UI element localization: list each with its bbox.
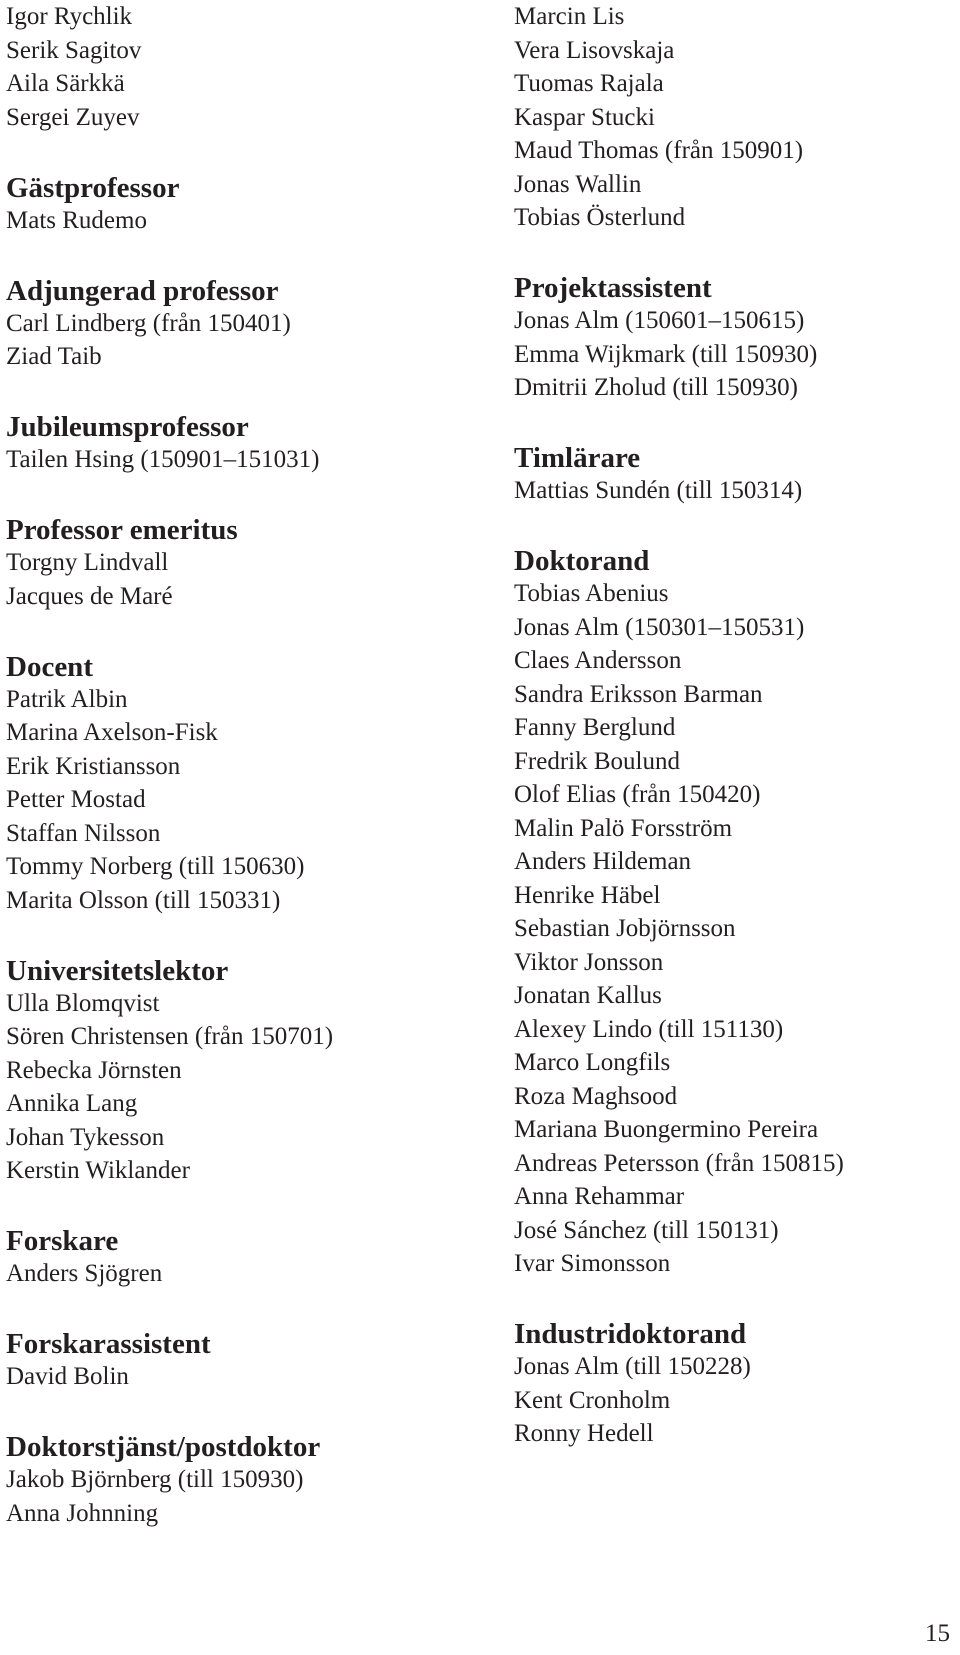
person-name: Mattias Sundén (till 150314) [514, 477, 803, 504]
person-name: Roza Maghsood [514, 1082, 678, 1110]
section-professor-emeritus [6, 513, 486, 613]
person-name: Ivar Simonsson [514, 1250, 671, 1277]
person-name: Jonas Wallin [514, 170, 642, 198]
section-heading: Universitetslektor [6, 954, 229, 987]
person-name: José Sánchez (till 150131) [514, 1216, 779, 1244]
person-name: David Bolin [6, 1363, 129, 1390]
person-name: Marcin Lis [514, 3, 625, 30]
person-name: Jonatan Kallus [514, 982, 662, 1009]
person-name: Torgny Lindvall [6, 549, 169, 576]
person-name: Serik Sagitov [6, 36, 142, 64]
person-name: Ziad Taib [6, 343, 102, 370]
person-name: Marina Axelson-Fisk [6, 719, 218, 746]
person-name: Vera Lisovskaja [514, 36, 675, 64]
section-heading: Gästprofessor [6, 171, 180, 204]
name-list [514, 577, 954, 1281]
person-name: Anders Sjögren [6, 1260, 163, 1287]
name-list [6, 307, 486, 374]
person-name: Kerstin Wiklander [6, 1157, 190, 1184]
person-name: Sergei Zuyev [6, 103, 140, 131]
person-name: Claes Andersson [514, 647, 682, 674]
person-name: Emma Wijkmark (till 150930) [514, 340, 818, 368]
person-name: Aila Särkkä [6, 70, 125, 97]
name-list [6, 546, 486, 613]
person-name: Ulla Blomqvist [6, 989, 160, 1017]
section-heading: Projektassistent [514, 272, 712, 304]
name-list [514, 474, 954, 508]
section-heading: Industridoktorand [514, 1318, 747, 1350]
section-heading: Forskare [6, 1225, 119, 1257]
person-name: Anna Rehammar [514, 1183, 685, 1210]
section-industridoktorand [514, 1317, 954, 1451]
person-name: Jonas Alm (150601–150615) [514, 307, 805, 334]
person-name: Kaspar Stucki [514, 103, 655, 131]
person-name: Sebastian Jobjörnsson [514, 915, 736, 942]
section-gastprofessor [6, 171, 486, 238]
person-name: Ronny Hedell [514, 1420, 654, 1447]
page-number: 15 [925, 1620, 950, 1647]
person-name: Tuomas Rajala [514, 70, 664, 97]
person-name: Staffan Nilsson [6, 819, 161, 847]
section-continued [6, 0, 486, 134]
person-name: Olof Elias (från 150420) [514, 781, 761, 808]
person-name: Jonas Alm (150301–150531) [514, 613, 805, 641]
name-list [6, 683, 486, 918]
section-heading: Timlärare [514, 442, 641, 474]
person-name: Kent Cronholm [514, 1386, 671, 1414]
person-name: Alexey Lindo (till 151130) [514, 1015, 784, 1043]
name-list [6, 443, 486, 477]
section-adjungerad-professor [6, 274, 486, 374]
name-list [6, 1257, 486, 1291]
name-list [6, 0, 486, 134]
name-list [514, 1350, 954, 1451]
section-docent [6, 650, 486, 918]
section-heading: Forskarassistent [6, 1328, 211, 1360]
name-list [6, 1463, 486, 1530]
section-jubileumsprofessor [6, 410, 486, 477]
person-name: Annika Lang [6, 1090, 138, 1117]
person-name: Maud Thomas (från 150901) [514, 137, 804, 164]
section-heading: Docent [6, 650, 93, 683]
left-column [6, 0, 486, 1530]
person-name: Viktor Jonsson [514, 948, 664, 976]
section-projektassistent [514, 271, 954, 405]
person-name: Mats Rudemo [6, 206, 147, 234]
section-heading: Doktorand [514, 545, 650, 577]
person-name: Patrik Albin [6, 685, 128, 713]
person-name: Sören Christensen (från 150701) [6, 1023, 334, 1050]
person-name: Malin Palö Forsström [514, 814, 733, 842]
person-name: Erik Kristiansson [6, 752, 181, 780]
person-name: Tailen Hsing (150901–151031) [6, 446, 320, 473]
section-heading: Doktorstjänst/postdoktor [6, 1431, 321, 1463]
person-name: Marita Olsson (till 150331) [6, 886, 281, 914]
section-timlarare [514, 441, 954, 508]
person-name: Rebecka Jörnsten [6, 1056, 182, 1084]
name-list [6, 987, 486, 1188]
person-name: Tobias Abenius [514, 580, 669, 607]
person-name: Henrike Häbel [514, 881, 661, 909]
person-name: Marco Longfils [514, 1049, 671, 1076]
person-name: Petter Mostad [6, 786, 146, 813]
person-name: Tobias Österlund [514, 204, 686, 231]
name-list [514, 304, 954, 405]
section-universitetslektor [6, 954, 486, 1188]
section-heading: Adjungerad professor [6, 274, 279, 307]
section-doktorand [514, 544, 954, 1281]
section-heading: Jubileumsprofessor [6, 411, 249, 443]
person-name: Dmitrii Zholud (till 150930) [514, 374, 799, 401]
name-list [6, 1360, 486, 1394]
person-name: Fanny Berglund [514, 714, 676, 741]
person-name: Johan Tykesson [6, 1123, 165, 1151]
person-name: Jonas Alm (till 150228) [514, 1353, 751, 1380]
person-name: Fredrik Boulund [514, 747, 680, 775]
name-list [6, 204, 486, 238]
section-forskare [6, 1224, 486, 1291]
section-heading: Professor emeritus [6, 514, 238, 546]
person-name: Anders Hildeman [514, 848, 692, 875]
person-name: Igor Rychlik [6, 3, 133, 30]
person-name: Jacques de Maré [6, 582, 173, 610]
person-name: Jakob Björnberg (till 150930) [6, 1466, 304, 1493]
person-name: Mariana Buongermino Pereira [514, 1116, 819, 1143]
person-name: Anna Johnning [6, 1499, 159, 1527]
person-name: Carl Lindberg (från 150401) [6, 309, 291, 337]
person-name: Andreas Petersson (från 150815) [514, 1149, 844, 1177]
section-forskarassistent [6, 1327, 486, 1394]
right-column [514, 0, 954, 1451]
section-continued [514, 0, 954, 235]
person-name: Tommy Norberg (till 150630) [6, 853, 305, 880]
section-doktorstjanst-postdoktor [6, 1430, 486, 1530]
person-name: Sandra Eriksson Barman [514, 680, 763, 708]
name-list [514, 0, 954, 235]
